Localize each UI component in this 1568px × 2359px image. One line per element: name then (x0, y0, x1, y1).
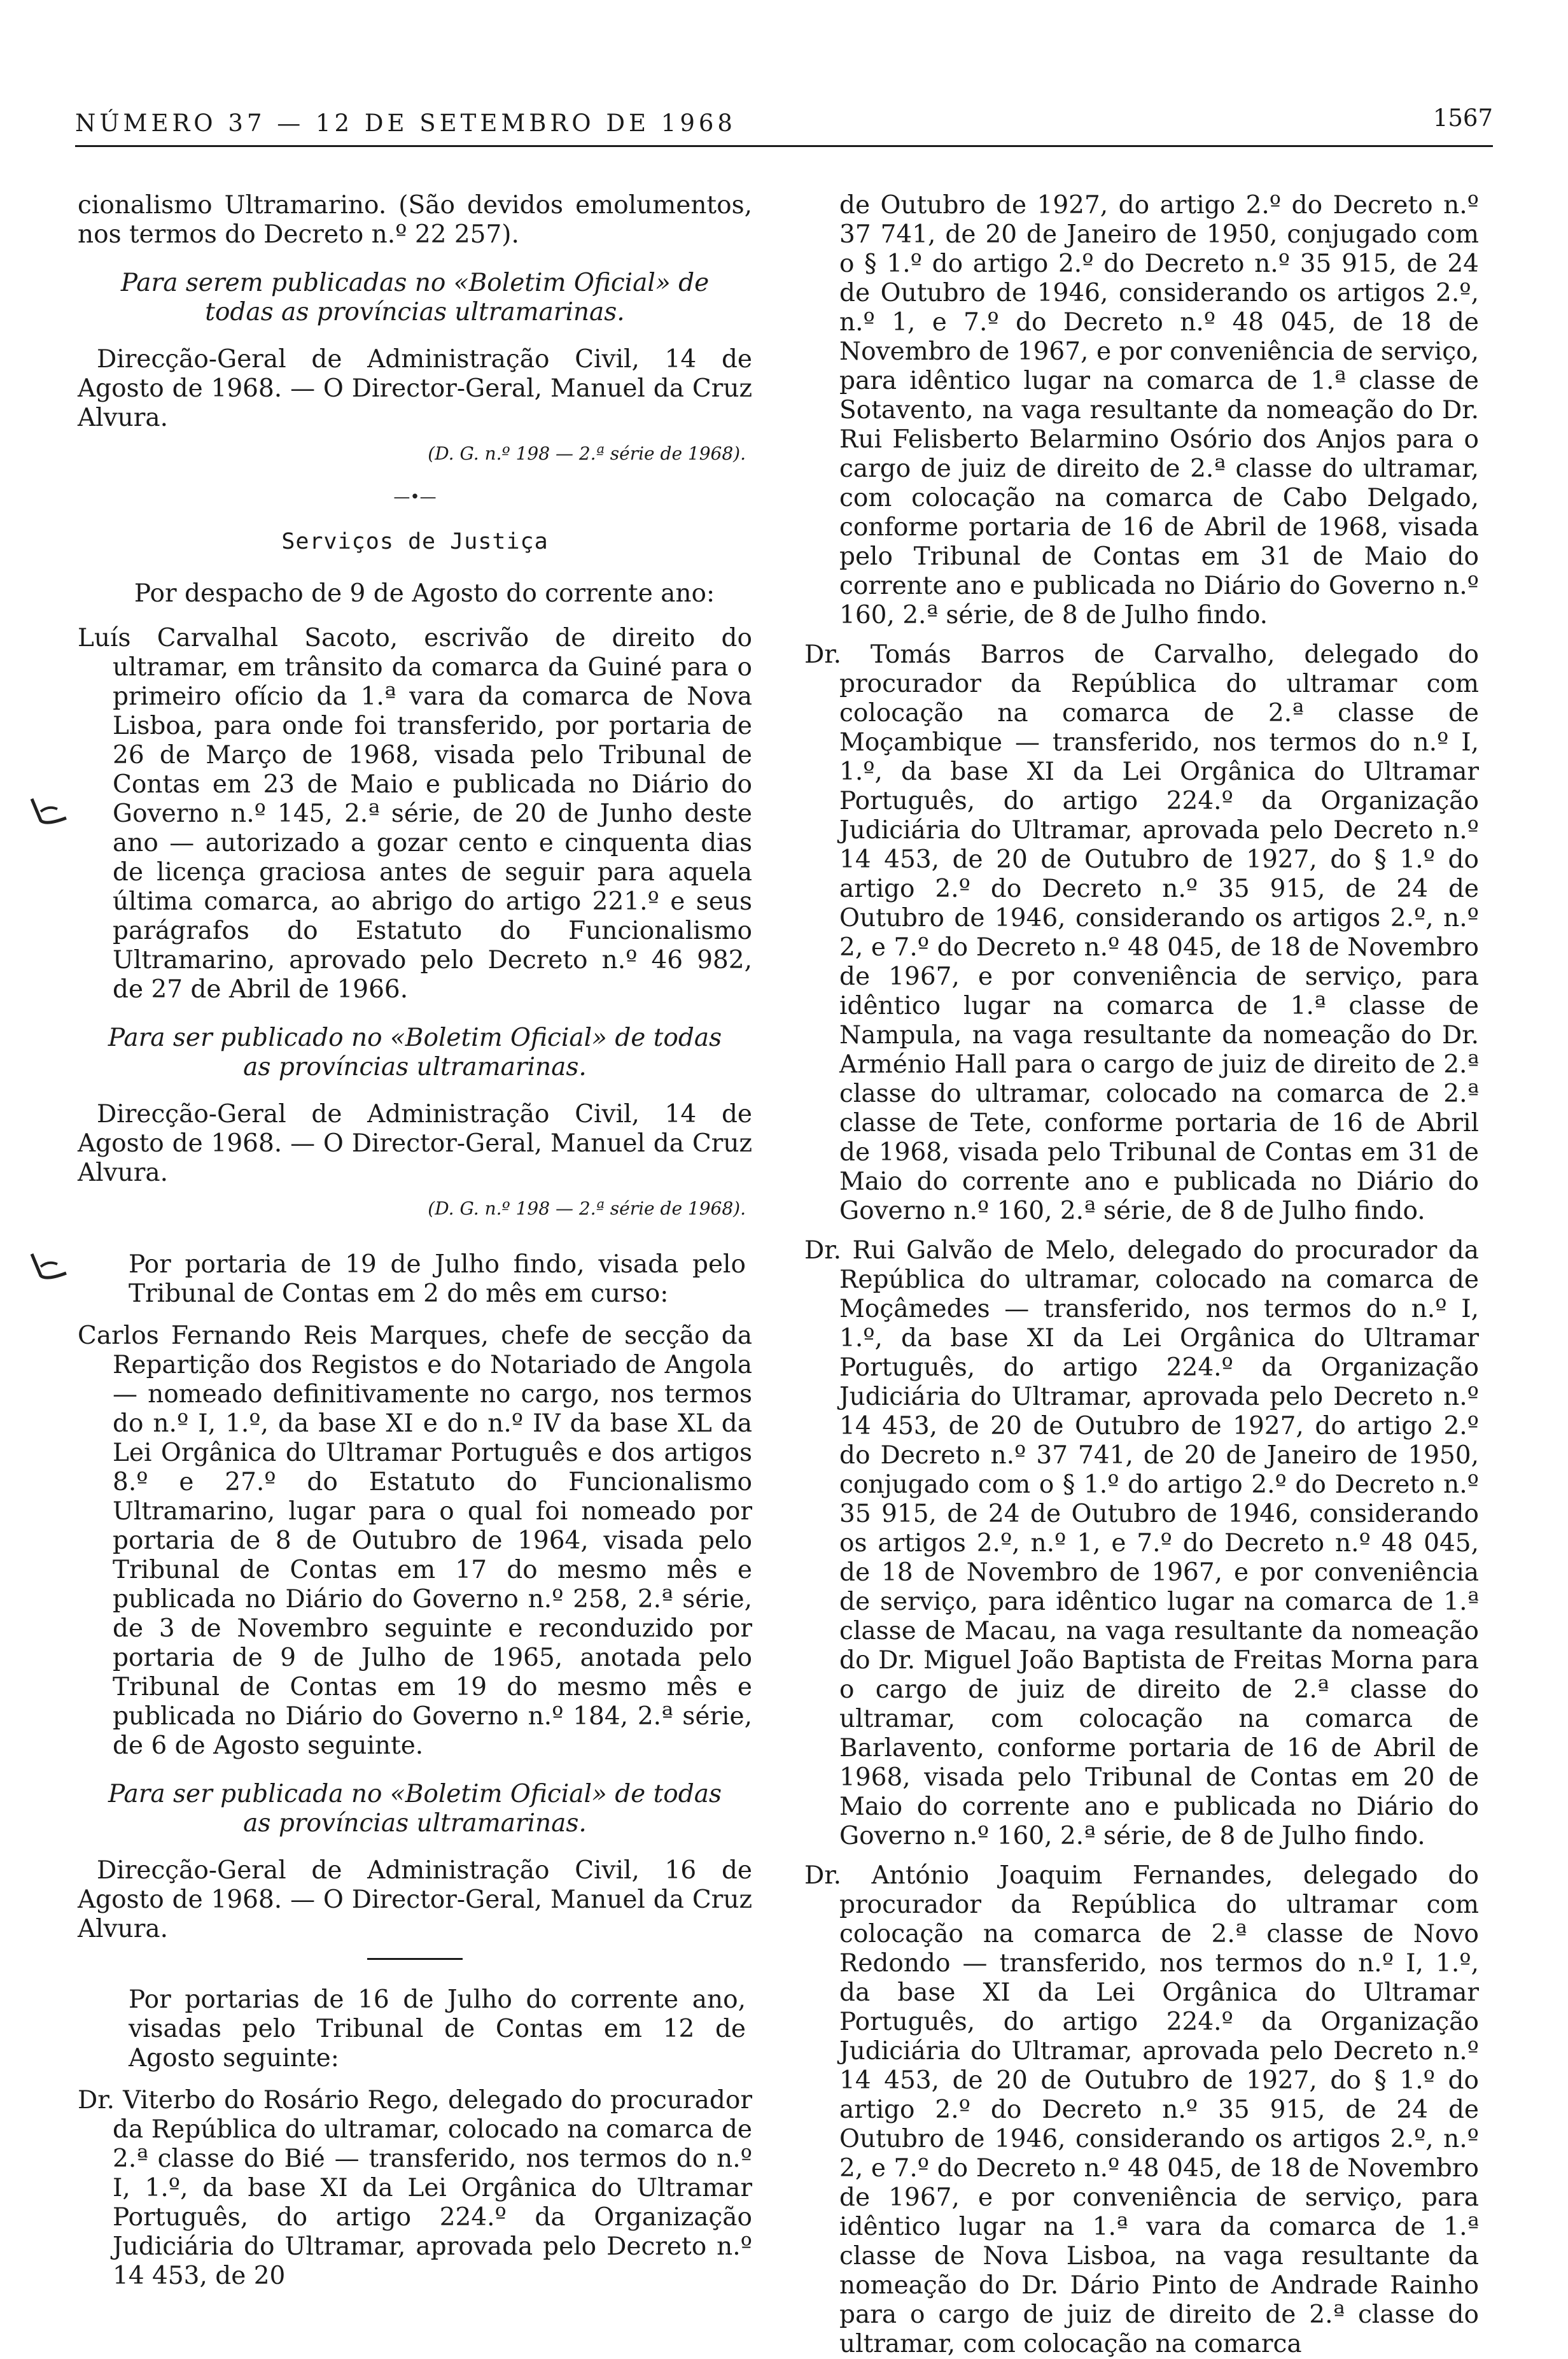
section-title: Serviços de Justiça (281, 529, 549, 554)
entry-carlos-marques: Carlos Fernando Reis Marques, chefe de secção da Repartição dos Registos e do Notariado de Angola — nomeado definitivamente no cargo, nos termos do n.º I, 1.º, da base XI e do n.º IV da base XL da Lei Orgânica do Ultramar Português e dos artigos 8.º e 27.º do Estatuto do Funcionalismo Ultramarino, lugar para o qual foi nomeado por portaria de 8 de Outubro de 1964, visada pelo Tribunal de Contas em 17 do mesmo mês e publicada no Diário do Governo n.º 258, 2.ª série, de 3 de Novembro seguinte e reconduzido por portaria de 9 de Julho de 1965, anotada pelo Tribunal de Contas em 19 do mesmo mês e publicada no Diário do Governo n.º 184, 2.ª série, de 6 de Agosto seguinte. (78, 1321, 752, 1760)
entry-tomas-carvalho: Dr. Tomás Barros de Carvalho, delegado do procurador da República do ultramar com colocação na comarca de 2.ª classe de Moçambique — transferido, nos termos do n.º I, 1.º, da base XI da Lei Orgânica do Ultramar Português, do artigo 224.º da Organização Judiciária do Ultramar, aprovada pelo Decreto n.º 14 453, de 20 de Outubro de 1927, do § 1.º do artigo 2.º do Decreto n.º 35 915, de 24 de Outubro de 1946, considerando os artigos 2.º, n.º 2, e 7.º do Decreto n.º 48 045, de 18 de Novembro de 1967, e por conveniência de serviço, para idêntico lugar na comarca de 1.ª classe de Nampula, na vaga resultante da nomeação do Dr. Arménio Hall para o cargo de juiz de direito de 2.ª classe do ultramar, colocado na comarca de 2.ª classe de Tete, conforme portaria de 16 de Abril de 1968, visada pelo Tribunal de Contas em 31 de Maio do corrente ano e publicada no Diário do Governo n.º 160, 2.ª série, de 8 de Julho findo. (804, 640, 1479, 1225)
right-column (804, 191, 1479, 2358)
section-ornament: —•— (393, 488, 437, 507)
gazette-reference: (D. G. n.º 198 — 2.ª série de 1968). (428, 443, 746, 464)
publication-note: Para ser publicado no «Boletim Oficial» de todas as províncias ultramarinas. (108, 1024, 722, 1081)
entry-viterbo-rego: Dr. Viterbo do Rosário Rego, delegado do procurador da República do ultramar, colocado na comarca de 2.ª classe do Bié — transferido, nos termos do n.º I, 1.º, da base XI da Lei Orgânica do Ultramar Português, do artigo 224.º da Organização Judiciária do Ultramar, aprovada pelo Decreto n.º 14 453, de 20 (78, 2086, 752, 2290)
publication-note: Para ser publicada no «Boletim Oficial» de todas as províncias ultramarinas. (108, 1780, 722, 1838)
margin-check-mark-icon (27, 792, 71, 831)
portarias-intro: Por portarias de 16 de Julho do corrente ano, visadas pelo Tribunal de Contas em 12 de Agosto seguinte: (129, 1985, 746, 2073)
continuation-text: cionalismo Ultramarino. (São devidos emolumentos, nos termos do Decreto n.º 22 257). (78, 191, 752, 249)
margin-check-mark-icon (27, 1248, 71, 1286)
page-header (75, 95, 1493, 146)
entry-antonio-fernandes: Dr. António Joaquim Fernandes, delegado do procurador da República do ultramar com colocação na comarca de 2.ª classe de Novo Redondo — transferido, nos termos do n.º I, 1.º, da base XI da Lei Orgânica do Ultramar Português, do artigo 224.º da Organização Judiciária do Ultramar, aprovada pelo Decreto n.º 14 453, de 20 de Outubro de 1927, do § 1.º do artigo 2.º do Decreto n.º 35 915, de 24 de Outubro de 1946, considerando os artigos 2.º, n.º 2, e 7.º do Decreto n.º 48 045, de 18 de Novembro de 1967, e por conveniência de serviço, para idêntico lugar na 1.ª vara da comarca de 1.ª classe de Nova Lisboa, na vaga resultante da nomeação do Dr. Dário Pinto de Andrade Rainho para o cargo de juiz de direito de 2.ª classe do ultramar, com colocação na comarca (804, 1861, 1479, 2358)
publication-note: Para serem publicadas no «Boletim Oficial» de todas as províncias ultramarinas. (120, 269, 710, 327)
signature-line: Direcção-Geral de Administração Civil, 14 de Agosto de 1968. — O Director-Geral, Manuel da Cruz Alvura. (78, 1100, 752, 1187)
portaria-intro: Por portaria de 19 de Julho findo, visada pelo Tribunal de Contas em 2 do mês em curso: (129, 1250, 746, 1308)
left-column (78, 191, 752, 2290)
header-rule (75, 145, 1493, 147)
entry-rui-melo: Dr. Rui Galvão de Melo, delegado do procurador da República do ultramar, colocado na comarca de Moçâmedes — transferido, nos termos do n.º I, 1.º, da base XI da Lei Orgânica do Ultramar Português, do artigo 224.º da Organização Judiciária do Ultramar, aprovada pelo Decreto n.º 14 453, de 20 de Outubro de 1927, do artigo 2.º do Decreto n.º 37 741, de 20 de Janeiro de 1950, conjugado com o § 1.º do artigo 2.º do Decreto n.º 35 915, de 24 de Outubro de 1946, considerando os artigos 2.º, n.º 1, e 7.º do Decreto n.º 48 045, de 18 de Novembro de 1967, e por conveniência de serviço, para idêntico lugar na comarca de 1.ª classe de Macau, na vaga resultante da nomeação do Dr. Miguel João Baptista de Freitas Morna para o cargo de juiz de direito de 2.ª classe do ultramar, com colocação na comarca de Barlavento, conforme portaria de 16 de Abril de 1968, visada pelo Tribunal de Contas em 20 de Maio do corrente ano e publicada no Diário do Governo n.º 160, 2.ª série, de 8 de Julho findo. (804, 1236, 1479, 1850)
entry-luis-sacoto: Luís Carvalhal Sacoto, escrivão de direito do ultramar, em trânsito da comarca da Guiné para o primeiro ofício da 1.ª vara da comarca de Nova Lisboa, para onde foi transferido, por portaria de 26 de Março de 1968, visada pelo Tribunal de Contas em 23 de Maio e publicada no Diário do Governo n.º 145, 2.ª série, de 20 de Junho deste ano — autorizado a gozar cento e cinquenta dias de licença graciosa antes de seguir para aquela última comarca, ao abrigo do artigo 221.º e seus parágrafos do Estatuto do Funcionalismo Ultramarino, aprovado pelo Decreto n.º 46 982, de 27 de Abril de 1966. (78, 624, 752, 1004)
page-number: 1567 (1432, 104, 1493, 132)
signature-line: Direcção-Geral de Administração Civil, 16 de Agosto de 1968. — O Director-Geral, Manuel da Cruz Alvura. (78, 1856, 752, 1943)
issue-title: NÚMERO 37 — 12 DE SETEMBRO DE 1968 (75, 109, 736, 137)
section-divider (367, 1958, 463, 1960)
gazette-reference: (D. G. n.º 198 — 2.ª série de 1968). (428, 1198, 746, 1219)
continuation-text: de Outubro de 1927, do artigo 2.º do Decreto n.º 37 741, de 20 de Janeiro de 1950, conjugado com o § 1.º do artigo 2.º do Decreto n.º 35 915, de 24 de Outubro de 1946, considerando os artigos 2.º, n.º 1, e 7.º do Decreto n.º 48 045, de 18 de Novembro de 1967, e por conveniência de serviço, para idêntico lugar na comarca de 1.ª classe de Sotavento, na vaga resultante da nomeação do Dr. Rui Felisberto Belarmino Osório dos Anjos para o cargo de juiz de direito de 2.ª classe do ultramar, com colocação na comarca de Cabo Delgado, conforme portaria de 16 de Abril de 1968, visada pelo Tribunal de Contas em 31 de Maio do corrente ano e publicada no Diário do Governo n.º 160, 2.ª série, de 8 de Julho findo. (839, 191, 1479, 630)
signature-line: Direcção-Geral de Administração Civil, 14 de Agosto de 1968. — O Director-Geral, Manuel da Cruz Alvura. (78, 345, 752, 432)
despacho-intro: Por despacho de 9 de Agosto do corrente ano: (134, 579, 715, 608)
